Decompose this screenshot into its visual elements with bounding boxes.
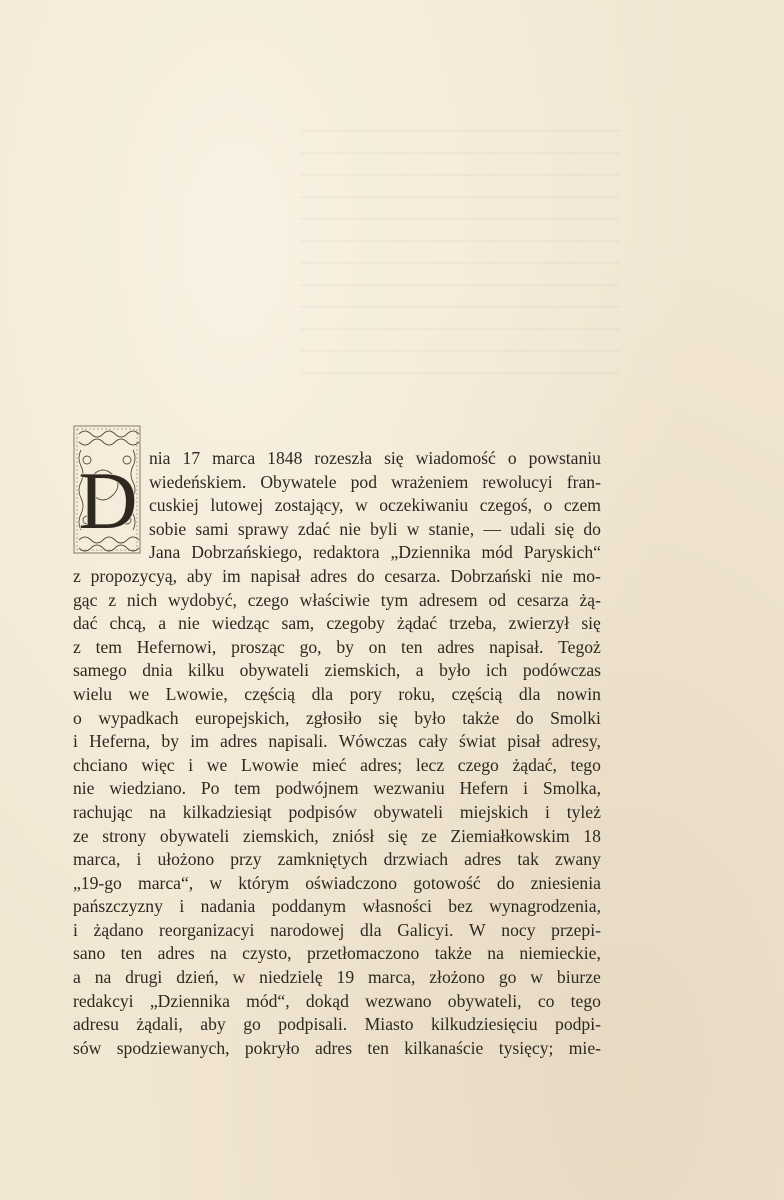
word: Lwowie [240,754,299,775]
word: marca, [73,849,121,870]
word: fran- [566,471,601,492]
word: adresy, [551,731,601,752]
word: sam, [281,613,315,634]
word: czegoś, [479,495,532,516]
word: więc [141,754,175,775]
word: wiedziano. [109,778,187,799]
word: trzeba, [449,613,497,634]
text-line [73,825,601,849]
word: gąc [73,589,98,610]
word: napisali. [268,731,328,752]
word: mieć [312,754,347,775]
word: na [94,967,112,988]
word: czem [563,495,601,516]
word: go [243,1014,261,1035]
word: kilkudziesięciu [431,1014,538,1035]
word: adresu [73,1014,119,1035]
word: propozycyą, [90,565,178,586]
word: napisał. [489,636,544,657]
word: Miasto [364,1014,414,1035]
word: ze [73,825,89,846]
word: zamkniętych [277,849,368,870]
word: by [161,731,179,752]
word: i [73,731,78,752]
word: obywateli [159,825,230,846]
word: Dobrzańskiego, [191,542,303,563]
word: żądać [397,613,438,634]
text-line [149,541,601,565]
text-line [73,1013,601,1037]
word: a [415,660,424,681]
word: Po [200,778,220,799]
word: aby [200,1014,226,1035]
word: cesarza. [384,565,441,586]
word: sano [73,943,106,964]
bleed-through-text [300,130,620,390]
word: napisał [250,565,301,586]
word: sprawy [237,518,289,539]
word: zdać [297,518,331,539]
text-line [73,919,601,943]
word: mód“, [246,990,290,1011]
word: a [73,967,81,988]
word: do [515,707,534,728]
word: go [498,967,517,988]
word: „Dziennika [149,990,230,1011]
word: zwany [554,849,601,870]
word: do [496,872,515,893]
word: cały [418,731,448,752]
word: zniósł [332,825,375,846]
text-line [73,730,601,754]
word: rozeszła [314,448,373,468]
word: tego [570,990,601,1011]
word: było [414,707,446,728]
word: tem [95,636,122,657]
word: ten [401,636,423,657]
word: czysto, [242,943,292,964]
word: ułożono [157,849,215,870]
word: nocy [501,919,536,940]
word: we [128,683,150,704]
word: tem [234,778,261,799]
word: i [136,849,142,870]
word: i [73,919,78,940]
word: mo- [572,565,601,586]
text-line [73,966,601,990]
body-text [73,447,601,1060]
word: się [387,825,408,846]
word: spodziewanych, [116,1037,230,1058]
word: Jana [149,542,181,563]
word: dnia [142,660,173,681]
word: rachując [73,801,133,822]
word: nich [126,589,158,610]
word: we [206,754,228,775]
word: W [469,919,486,940]
word: Dobrzański [450,565,532,586]
word: adres [157,943,195,964]
word: mód [481,542,513,563]
word: marca“, [138,872,194,893]
initial-letter: D [78,455,138,546]
word: adres; [360,754,403,775]
word: na [210,943,227,964]
word: żądano [93,919,144,940]
word: także [462,707,500,728]
word: ziemskich, [324,660,401,681]
word: ich [485,660,508,681]
word: 17 [182,448,201,468]
word: wezwano [365,990,432,1011]
word: czego [457,754,499,775]
word: gotowość [413,872,481,893]
word: chcą, [109,613,147,634]
text-line [73,659,601,683]
word: sobie [149,518,187,539]
word: do [357,565,375,586]
word: na [487,943,504,964]
word: żądali, [136,1014,183,1035]
word: Hefern [459,778,509,799]
word: marca, [368,967,416,988]
word: poddanym [271,896,347,917]
word: nie [73,778,95,799]
word: w [354,495,368,516]
word: kilkanaście [404,1037,484,1058]
word: Smolka, [542,778,601,799]
word: nie [541,565,563,586]
word: zgłosiło [305,707,362,728]
word: z [108,589,117,610]
word: redaktora [313,542,380,563]
text-line [149,471,601,495]
word: w [232,967,246,988]
word: obywateli [373,801,444,822]
word: oczekiwaniu [379,495,469,516]
word: Wówczas [338,731,408,752]
word: podówczas [522,660,601,681]
text-line [73,1037,601,1061]
word: roku, [398,683,436,704]
word: co [537,990,555,1011]
word: wiedeńskiem. [149,471,247,492]
word: z [73,565,81,586]
word: rewolucyi [482,471,553,492]
text-line [73,777,601,801]
word: podpisów [288,801,357,822]
word: w [209,872,223,893]
word: by [336,636,354,657]
word: i [179,896,185,917]
text-line [73,990,601,1014]
word: i [523,778,529,799]
word: czegoby [326,613,385,634]
word: tyleż [566,801,601,822]
word: adres [314,1037,353,1058]
word: oświadczono [305,872,398,893]
word: którym [238,872,290,893]
text-line [73,942,601,966]
word: przetłomaczono [306,943,420,964]
word: Hefernowi, [136,636,217,657]
word: tym [380,589,409,610]
word: lutowej [210,495,264,516]
word: sami [195,518,229,539]
word: on [368,636,387,657]
word: kilkadziesiąt [182,801,272,822]
word: w [406,518,420,539]
word: biurze [556,967,601,988]
word: Ziemiałkowskim [450,825,570,846]
word: o [543,495,553,516]
word: Obywatele [260,471,337,492]
word: Tegoż [558,636,601,657]
text-line [73,589,601,613]
word: ten [120,943,143,964]
word: im [222,565,241,586]
word: podwójnem [275,778,359,799]
word: wezwaniu [373,778,445,799]
word: adres [464,849,502,870]
word: obywateli, [447,990,522,1011]
word: było [439,660,471,681]
word: adresem [419,589,478,610]
word: strony [102,825,147,846]
word: nowin [556,683,601,704]
word: 18 [583,825,601,846]
word: 1848 [267,448,303,468]
word: częścią [244,683,296,704]
word: dokąd [305,990,349,1011]
word: właściwie [299,589,370,610]
word: nia [149,448,171,468]
word: europejskich, [195,707,290,728]
word: podpisali. [278,1014,348,1035]
word: adres [220,731,258,752]
word: kilku [188,660,225,681]
word: dla [518,683,541,704]
word: i [545,801,550,822]
text-line [73,683,601,707]
word: tysięcy; [498,1037,554,1058]
word: się [554,518,575,539]
word: świat [458,731,497,752]
text-line [73,565,601,589]
word: w [530,967,544,988]
text-line [73,895,601,919]
word: tak [517,849,539,870]
word: redakcyi [73,990,134,1011]
word: przy [230,849,262,870]
word: marca [212,448,256,468]
text-line [73,636,601,660]
text-line [73,872,601,896]
text-line [73,754,601,778]
word: wydobyć, [168,589,237,610]
word: drugi [125,967,163,988]
word: nie [178,613,200,634]
word: im [190,731,209,752]
word: Lwowie, [165,683,228,704]
word: do [583,518,601,539]
word: wiedząc [211,613,270,634]
word: Heferna, [89,731,151,752]
word: wynagrodzenia, [489,896,601,917]
word: wielu [73,683,113,704]
word: własności [362,896,432,917]
word: powstaniu [528,448,601,468]
text-line [73,612,601,636]
word: go, [299,636,322,657]
word: cesarza [516,589,569,610]
word: złożono [429,967,485,988]
word: podpi- [555,1014,601,1035]
word: sów [73,1037,102,1058]
word: się [581,613,601,634]
text-line [149,518,601,542]
word: wrażeniem [391,471,469,492]
word: i [188,754,194,775]
word: się [378,707,398,728]
word: Smolki [550,707,601,728]
word: stanie, [428,518,475,539]
text-line [149,494,601,518]
word: byli [370,518,398,539]
word: nie [339,518,361,539]
word: chciano [73,754,128,775]
word: zostający, [274,495,344,516]
word: dzień, [176,967,219,988]
word: dać [73,613,98,634]
word: zwierzył [508,613,570,634]
word: udali [510,518,546,539]
word: ziemskich, [242,825,319,846]
word: „19-go [73,872,122,893]
word: od [488,589,507,610]
word: zniesienia [530,872,601,893]
word: Paryskich“ [523,542,601,563]
word: pory [349,683,382,704]
word: pokryło [244,1037,300,1058]
word: narodowej [270,919,345,940]
word: pańszczyzny [73,896,163,917]
word: nadania [200,896,256,917]
word: adres [310,565,348,586]
word: — [483,518,501,539]
word: mie- [568,1037,601,1058]
word: ze [421,825,437,846]
word: wiadomość [415,448,496,468]
text-line [73,707,601,731]
word: prosząc [231,636,285,657]
word: częścią [451,683,503,704]
word: czego [247,589,289,610]
word: także [434,943,472,964]
word: przepi- [551,919,601,940]
word: aby [186,565,213,586]
text-line [73,848,601,872]
word: tego [570,754,601,775]
word: się [384,448,404,468]
text-line [73,801,601,825]
word: Galicyi. [397,919,454,940]
word: cuskiej [149,495,199,516]
word: drzwiach [383,849,449,870]
word: niemieckie, [519,943,601,964]
word: 19 [336,967,355,988]
text-line [149,447,601,471]
word: adres [437,636,475,657]
word: o [73,707,82,728]
word: dla [360,919,382,940]
word: „Dziennika [390,542,471,563]
word: z [73,636,81,657]
word: pisał [507,731,541,752]
word: miejskich [459,801,529,822]
word: a [158,613,167,634]
word: lecz [415,754,445,775]
word: ten [367,1037,389,1058]
word: wypadkach [98,707,179,728]
word: na [149,801,166,822]
word: dla [311,683,334,704]
word: niedzielę [259,967,323,988]
word: żą- [579,589,601,610]
word: pod [350,471,377,492]
word: żądać, [512,754,557,775]
word: o [507,448,517,468]
word: samego [73,660,127,681]
word: reorganizacyi [159,919,255,940]
word: obywateli [239,660,310,681]
word: bez [448,896,473,917]
